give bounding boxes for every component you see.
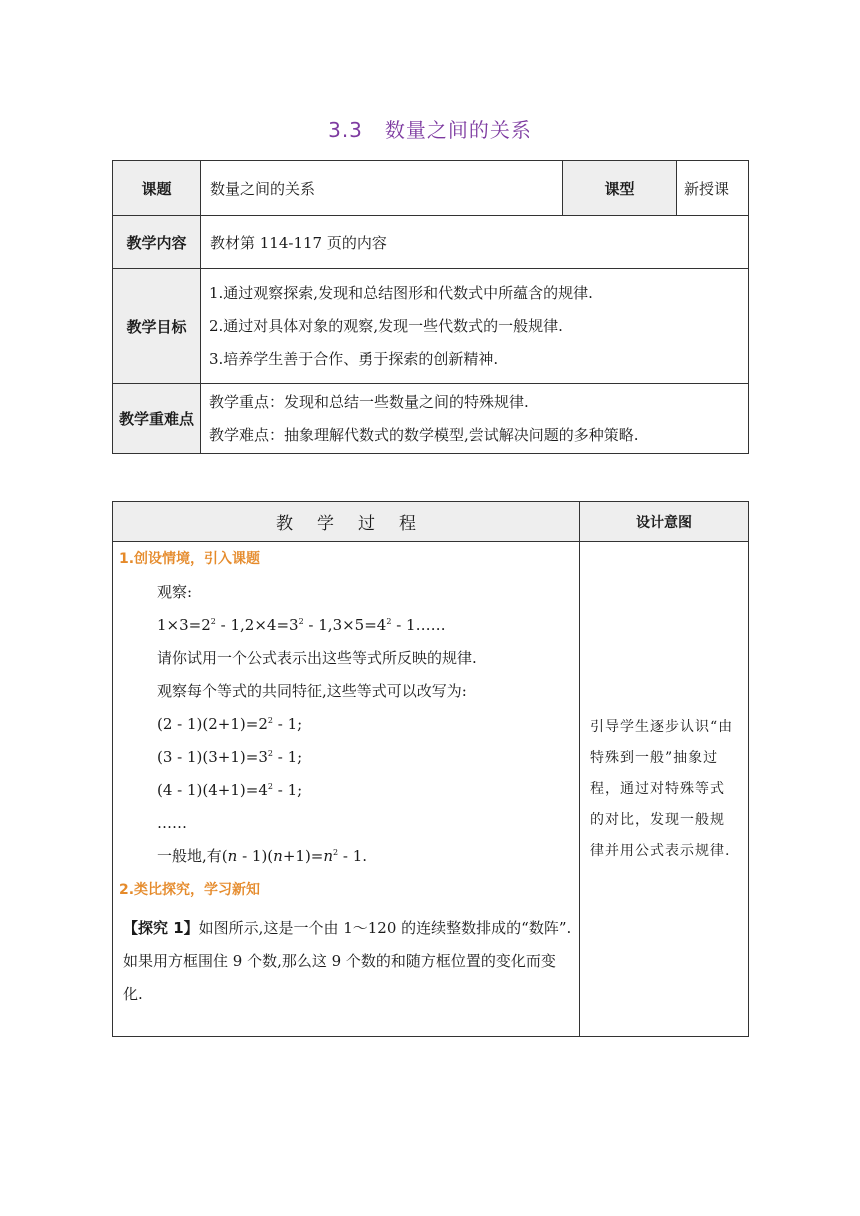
explore-text: 如图所示,这是一个由 1～120 的连续整数排成的“数阵”.如果用方框围住 9 个数,那么这 9 个数的和随方框位置的变化而变化. <box>123 919 572 1003</box>
equation-line: $(4 - 1)(4+1)=4^2 - 1$; <box>157 781 303 799</box>
goal-item: 3.培养学生善于合作、勇于探索的创新精神. <box>209 349 499 368</box>
process-header: 教学过程 <box>113 502 580 542</box>
content-label: 教学内容 <box>113 216 201 269</box>
process-header-row <box>113 502 749 542</box>
process-table <box>112 501 749 1037</box>
row-key-points <box>113 384 749 454</box>
design-intent: 引导学生逐步认识“由特殊到一般”抽象过程，通过对特殊等式的对比，发现一般规律并用公式表示规律. <box>580 542 749 1037</box>
observe-label: 观察: <box>157 583 193 601</box>
explore-label: 【探究 1】 <box>123 919 199 937</box>
topic-label: 课题 <box>113 161 201 216</box>
section-title: 数量之间的关系 <box>384 118 532 142</box>
goals-label: 教学目标 <box>113 269 201 384</box>
prompt-line: 观察每个等式的共同特征,这些等式可以改写为: <box>157 682 467 700</box>
explore-paragraph <box>113 907 579 1011</box>
equation-line: $(2 - 1)(2+1)=2^2 - 1$; <box>157 715 303 733</box>
type-label: 课型 <box>563 161 677 216</box>
intent-header: 设计意图 <box>580 502 749 542</box>
goal-item: 1.通过观察探索,发现和总结图形和代数式中所蕴含的规律. <box>209 283 593 302</box>
row-goals <box>113 269 749 384</box>
content-value: 教材第 114-117 页的内容 <box>201 216 749 269</box>
prompt-line: 请你试用一个公式表示出这些等式所反映的规律. <box>157 649 477 667</box>
section1-heading: 1.创设情境，引入课题 <box>119 551 261 567</box>
key-cell <box>201 384 749 454</box>
row-topic <box>113 161 749 216</box>
lesson-info-table <box>112 160 749 454</box>
key-label: 教学重难点 <box>113 384 201 454</box>
topic-value: 数量之间的关系 <box>201 161 563 216</box>
process-body-row <box>113 542 749 1037</box>
goals-cell <box>201 269 749 384</box>
examples-line: $1\times 3=2^2 - 1,2\times 4=3^2 - 1,3\times 5=4^2$ - 1…… <box>157 616 446 634</box>
section-number: 3.3 <box>328 118 363 142</box>
ellipsis-line: …… <box>157 814 187 832</box>
process-content <box>113 542 580 1037</box>
equation-line: $(3 - 1)(3+1)=3^2 - 1$; <box>157 748 303 766</box>
section2-heading: 2.类比探究，学习新知 <box>119 882 261 898</box>
type-value: 新授课 <box>677 161 749 216</box>
goal-item: 2.通过对具体对象的观察,发现一些代数式的一般规律. <box>209 316 563 335</box>
key-point-item: 教学重点：发现和总结一些数量之间的特殊规律. <box>209 392 529 411</box>
key-point-item: 教学难点：抽象理解代数式的数学模型,尝试解决问题的多种策略. <box>209 425 639 444</box>
page-title <box>0 114 860 143</box>
row-content <box>113 216 749 269</box>
general-formula-line: 一般地,有$(n - 1)(n+1)=n^2 - 1$. <box>157 847 368 865</box>
